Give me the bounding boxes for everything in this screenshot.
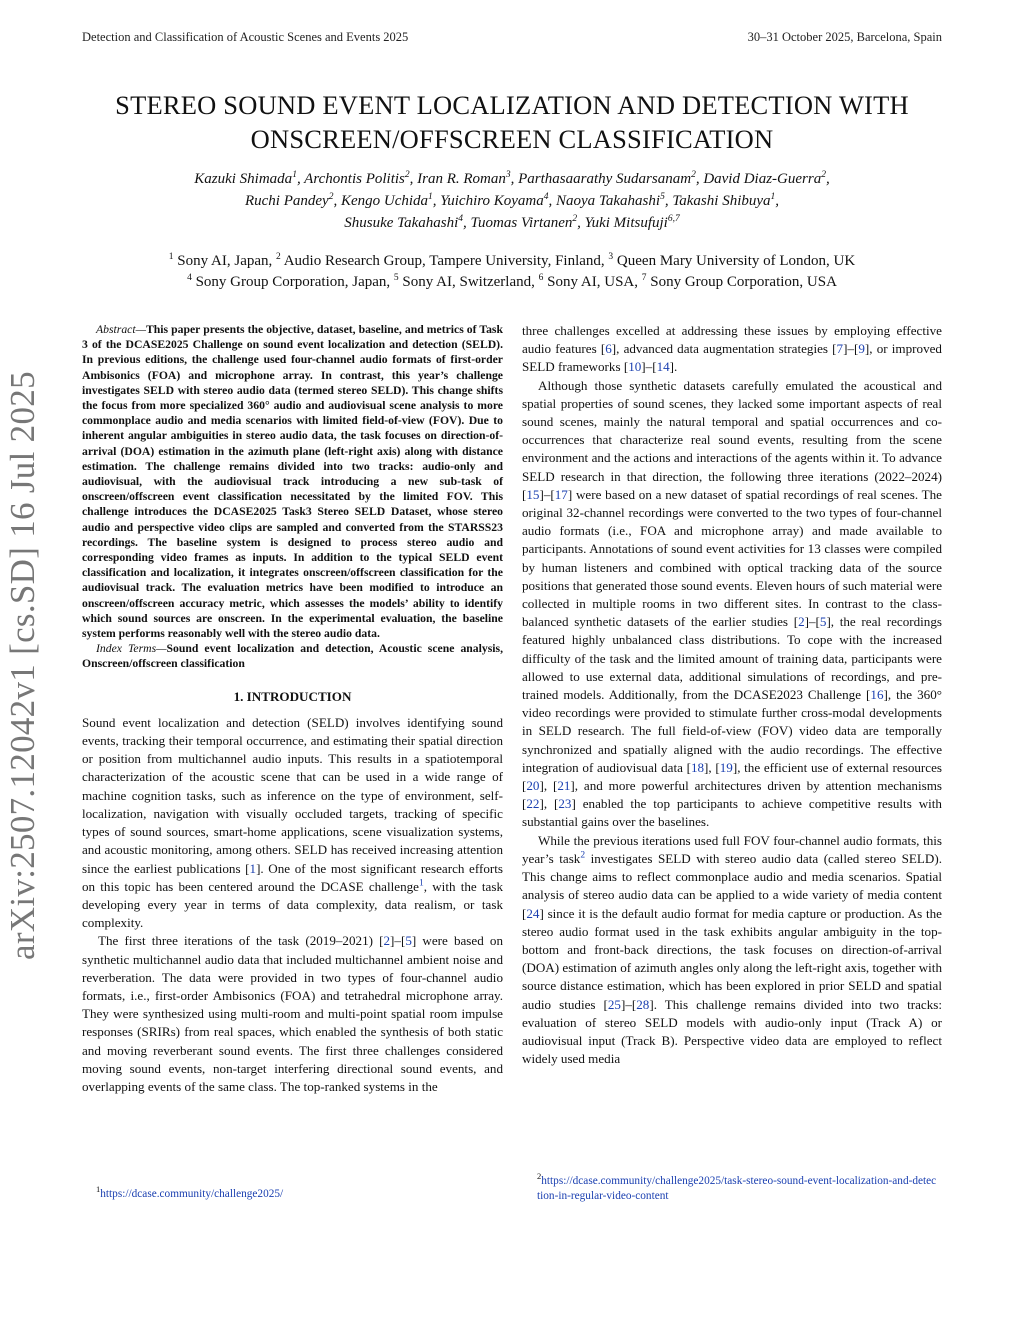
abstract-label: Abstract— [96, 323, 146, 336]
citation-link[interactable]: 5 [819, 614, 827, 630]
author-line-1: Kazuki Shimada$^1$, Archontis Politis$^2$, Iran R. Roman$^3$, Parthasaarathy Sudarsanam$^2$, David Diaz-Guerra$^2$, [194, 170, 830, 187]
affiliation-1: Sony AI, Japan, [177, 253, 273, 269]
citation-link[interactable]: 14 [656, 359, 670, 375]
citation-link[interactable]: 20 [526, 778, 540, 794]
affiliations [90, 251, 934, 293]
affiliation-line-2 [90, 272, 934, 293]
author-affiliation-mark: 2 [821, 170, 826, 180]
author-affiliation-mark: 2 [691, 170, 696, 180]
affiliation-5: Sony AI, Switzerland, [402, 274, 535, 290]
author-name: Yuichiro Koyama [440, 193, 544, 209]
affiliation-3: Queen Mary University of London, UK [616, 253, 856, 269]
citation-link[interactable]: 17 [554, 486, 568, 502]
footnote-mark: 1 [96, 1184, 101, 1195]
author-affiliation-mark: 1 [770, 192, 776, 202]
abstract [82, 322, 503, 641]
abstract-text: This paper presents the objective, dataset, baseline, and metrics of Task 3 of the DCASE2025 Challenge on sound event localization and detection (SELD). In previous editions, the challenge used four-channel audio formats of first-order Ambisonics (FOA) and microphone array. In contrast, this year’s challenge investigates SELD with stereo audio data (termed stereo SELD). This change shifts the focus from more specialized 360° audio and audiovisual scene analysis to more commonplace audio and media scenarios with limited field-of-view (FOV). Due to inherent angular ambiguities in stereo audio data, the task focuses on direction-of-arrival (DOA) estimation in the azimuth plane (left-right axis) along with distance estimation. The challenge remains divided into two tracks: audio-only and audiovisual, with the audiovisual track introducing a new sub-task of onscreen/offscreen event classification necessitated by the limited FOV. This challenge introduces the DCASE2025 Task3 Stereo SELD Dataset, whose stereo audio and perspective video clips are sampled and converted from the STARSS23 recordings. The baseline system is designed to process stereo audio and corresponding video frames as inputs. In addition to the typical SELD event classification and localization, it integrates onscreen/offscreen classification for the audiovisual track. The evaluation metrics have been modified to introduce an onscreen/offscreen accuracy metric, which assesses the models’ ability to identify which sound sources are onscreen. In the experimental evaluation, the baseline system performs reasonably well with the stereo audio data. [82, 323, 503, 641]
footnote-2 [537, 1171, 937, 1203]
citation-link[interactable]: 9 [858, 341, 865, 357]
author-affiliation-mark: 2 [404, 170, 410, 180]
intro-paragraph-5: While the previous iterations used full FOV four-channel audio formats, this year’s task$^2$ investigates SELD with stereo audio data (called stereo SELD). This change aims to reflect commonplace audio and media scenarios. Spatial analysis of stereo audio data can be applied to a wide variety of media content [24] since it is the default audio format for media capture or production. As the stereo audio format used in the task exhibits angular ambiguity in the top-bottom and front-back directions, the task focuses on direction-of-arrival (DOA) estimation of azimuth angles only along the left-right axis, together with source distance estimation, which has been explored in prior SELD and spatial audio studies [25]–[28]. This challenge remains divided into two tracks: evaluation of stereo SELD models with audio-only input (Track A) or audiovisual input (Track B). Perspective video data are employed to reflect widely used media [522, 832, 942, 1067]
author-name: Yuki Mitsufuji [584, 215, 668, 231]
author-list [90, 168, 934, 234]
right-column [522, 322, 942, 1068]
citation-link[interactable]: 2 [383, 933, 391, 949]
paper-title [70, 88, 954, 156]
author-name: Kazuki Shimada [194, 171, 293, 187]
footnote-1-link[interactable]: https://dcase.community/challenge2025/ [100, 1188, 284, 1200]
affiliation-7: Sony Group Corporation, USA [650, 274, 837, 290]
footnote-1 [96, 1184, 284, 1202]
affiliation-mark: 3 [608, 252, 614, 262]
citation-link[interactable]: 25 [607, 996, 621, 1012]
author-affiliation-mark: 4 [543, 192, 549, 202]
author-affiliation-mark: 3 [505, 170, 511, 180]
title-line-2: ONSCREEN/OFFSCREEN CLASSIFICATION [250, 124, 774, 154]
intro-paragraph-1: Sound event localization and detection (SELD) involves identifying sound events, tracking their temporal occurrence, and estimating their spatial direction or position from multichannel audio inputs. This results in a spatiotemporal characterization of the acoustic scene that can be used in a wide range of machine cognition tasks, such as inference on the type of environment, self-localization, navigation with visually occluded targets, tracking of specific types of sound sources, smart-home applications, scene visualization systems, and acoustic monitoring, among others. SELD has received increasing attention since the earliest publications [1]. One of the most significant research efforts on this topic has been centered around the DCASE challenge$^1$, with the task developing every year in terms of data complexity, data realism, or task complexity. [82, 714, 504, 931]
author-affiliation-mark: 5 [660, 192, 665, 202]
affiliation-mark: 4 [187, 273, 192, 283]
affiliation-4: Sony Group Corporation, Japan, [195, 274, 391, 290]
intro-paragraph-4: Although those synthetic datasets carefully emulated the acoustical and spatial properties of sound scenes, they lacked some important aspects of real sound scenes, mainly the natural temporal and spatial occurrences and co-occurrences that characterize real sound events, resulting from the scene environment and the actions and interactions of the agents within it. To advance SELD research in that direction, the following three iterations (2022–2024) [15]–[17] were based on a new dataset of spatial recordings of real scenes. The original 32-channel recordings were converted to the two types of four-channel audio formats (i.e., FOA and microphone array) and made available to participants. Annotations of sound event activities for 13 classes were compiled by human listeners and combined with optical tracking data of the source positions that generated those sound events. Eleven hours of such material were collected in multiple rooms in two different sites. In contrast to the class-balanced synthetic datasets of the earlier studies [2]–[5], the real recordings featured highly unbalanced class distributions. To cope with the increased difficulty of the task and the limited amount of training data, participants were allowed to use external data, additional simulations of recordings, and pre-trained models. Additionally, from the DCASE2023 Challenge [16], the 360° video recordings were provided to stimulate further cross-modal developments in SELD research. The full field-of-view (FOV) video data are temporally synchronized and spatially aligned with the audio recordings. The effective integration of audiovisual data [18], [19], the efficient use of external resources [20], [21], and more powerful architectures driven by attention mechanisms [22], [23] enabled the top participants to achieve competitive results with substantial gains over the baselines. [522, 377, 943, 830]
author-affiliation-mark: 2 [572, 214, 578, 224]
running-header-right: 30–31 October 2025, Barcelona, Spain [747, 30, 942, 44]
citation-link[interactable]: 23 [558, 796, 572, 812]
title-line-1: STEREO SOUND EVENT LOCALIZATION AND DETECTION WITH [115, 90, 909, 120]
author-line-3: Shusuke Takahashi$^4$, Tuomas Virtanen$^2$, Yuki Mitsufuji$^{6,7}$ [344, 214, 680, 231]
citation-link[interactable]: 28 [636, 996, 650, 1012]
citation-link[interactable]: 6 [605, 341, 612, 357]
author-name: Tuomas Virtanen [470, 215, 573, 231]
affiliation-mark: 2 [276, 252, 281, 262]
arxiv-stamp: arXiv:2507.12042v1 [cs.SD] 16 Jul 2025 [3, 371, 42, 960]
citation-link[interactable]: 15 [526, 486, 540, 502]
affiliation-mark: 5 [393, 273, 399, 283]
index-terms-text: Sound event localization and detection, Acoustic scene analysis, Onscreen/offscreen classification [82, 642, 503, 671]
citation-link[interactable]: 5 [405, 933, 412, 949]
author-name: Naoya Takahashi [556, 193, 661, 209]
author-name: Takashi Shibuya [672, 193, 771, 209]
citation-link[interactable]: 18 [690, 759, 705, 775]
citation-link[interactable]: 2 [798, 614, 805, 630]
affiliation-mark: 7 [641, 273, 647, 283]
affiliation-6: Sony AI, USA, [547, 274, 638, 290]
citation-link[interactable]: 24 [526, 905, 540, 921]
author-name: Shusuke Takahashi [344, 215, 459, 231]
index-terms-label: Index Terms— [96, 642, 167, 656]
running-header-left: Detection and Classification of Acoustic Scenes and Events 2025 [82, 30, 409, 44]
citation-link[interactable]: 7 [836, 341, 844, 357]
citation-link[interactable]: 1 [249, 860, 257, 876]
intro-paragraph-2: The first three iterations of the task (2019–2021) [2]–[5] were based on synthetic multichannel audio data that included multichannel ambient noise and reverberation. The data were provided in two types of four-channel audio formats, i.e., first-order Ambisonics (FOA) and tetrahedral microphone array. They were synthesized using multi-room and multi-point spatial room impulse responses (SRIRs) from real spaces, which enabled the synthesis of both static and moving reverberant sound events. The first three challenges considered moving sound events, non-target interfering directional sound events, and overlapping events of the same class. The top-ranked systems in the [82, 933, 503, 1094]
citation-link[interactable]: 16 [870, 687, 884, 703]
citation-link[interactable]: 10 [628, 359, 642, 375]
intro-paragraph-3: three challenges excelled at addressing these issues by employing effective audio features [6], advanced data augmentation strategies [7]–[9], or improved SELD frameworks [10]–[14]. [522, 323, 942, 375]
affiliation-2: Audio Research Group, Tampere University, Finland, [283, 253, 605, 269]
author-affiliation-mark: 2 [328, 192, 334, 202]
author-name: Iran R. Roman [417, 171, 506, 187]
footnote-mark: 2 [537, 1171, 542, 1182]
footnote-ref[interactable]: 2 [580, 850, 586, 861]
author-affiliation-mark: 1 [292, 170, 297, 180]
citation-link[interactable]: 21 [557, 778, 571, 794]
citation-link[interactable]: 22 [526, 796, 540, 812]
author-affiliation-mark: 1 [428, 192, 433, 202]
affiliation-line-1 [90, 251, 934, 272]
index-terms [82, 641, 503, 671]
affiliation-mark: 1 [168, 252, 174, 262]
footnote-2-link[interactable]: https://dcase.community/challenge2025/task-stereo-sound-event-localization-and-detection-in-regular-video-content [537, 1175, 937, 1202]
author-affiliation-mark: 6,7 [667, 214, 680, 224]
affiliation-mark: 6 [538, 273, 544, 283]
left-column [82, 322, 503, 1096]
author-name: Ruchi Pandey [244, 193, 329, 209]
author-line-2: Ruchi Pandey$^2$, Kengo Uchida$^1$, Yuichiro Koyama$^4$, Naoya Takahashi$^5$, Takashi Shibuya$^1$, [244, 192, 780, 209]
author-name: Archontis Politis [304, 171, 405, 187]
author-name: David Diaz-Guerra [703, 171, 822, 187]
author-name: Kengo Uchida [340, 193, 429, 209]
author-name: Parthasaarathy Sudarsanam [518, 171, 692, 187]
section-heading-introduction: 1. INTRODUCTION [233, 688, 352, 704]
citation-link[interactable]: 19 [719, 759, 733, 775]
author-affiliation-mark: 4 [458, 214, 464, 224]
footnote-ref[interactable]: 1 [419, 878, 424, 889]
